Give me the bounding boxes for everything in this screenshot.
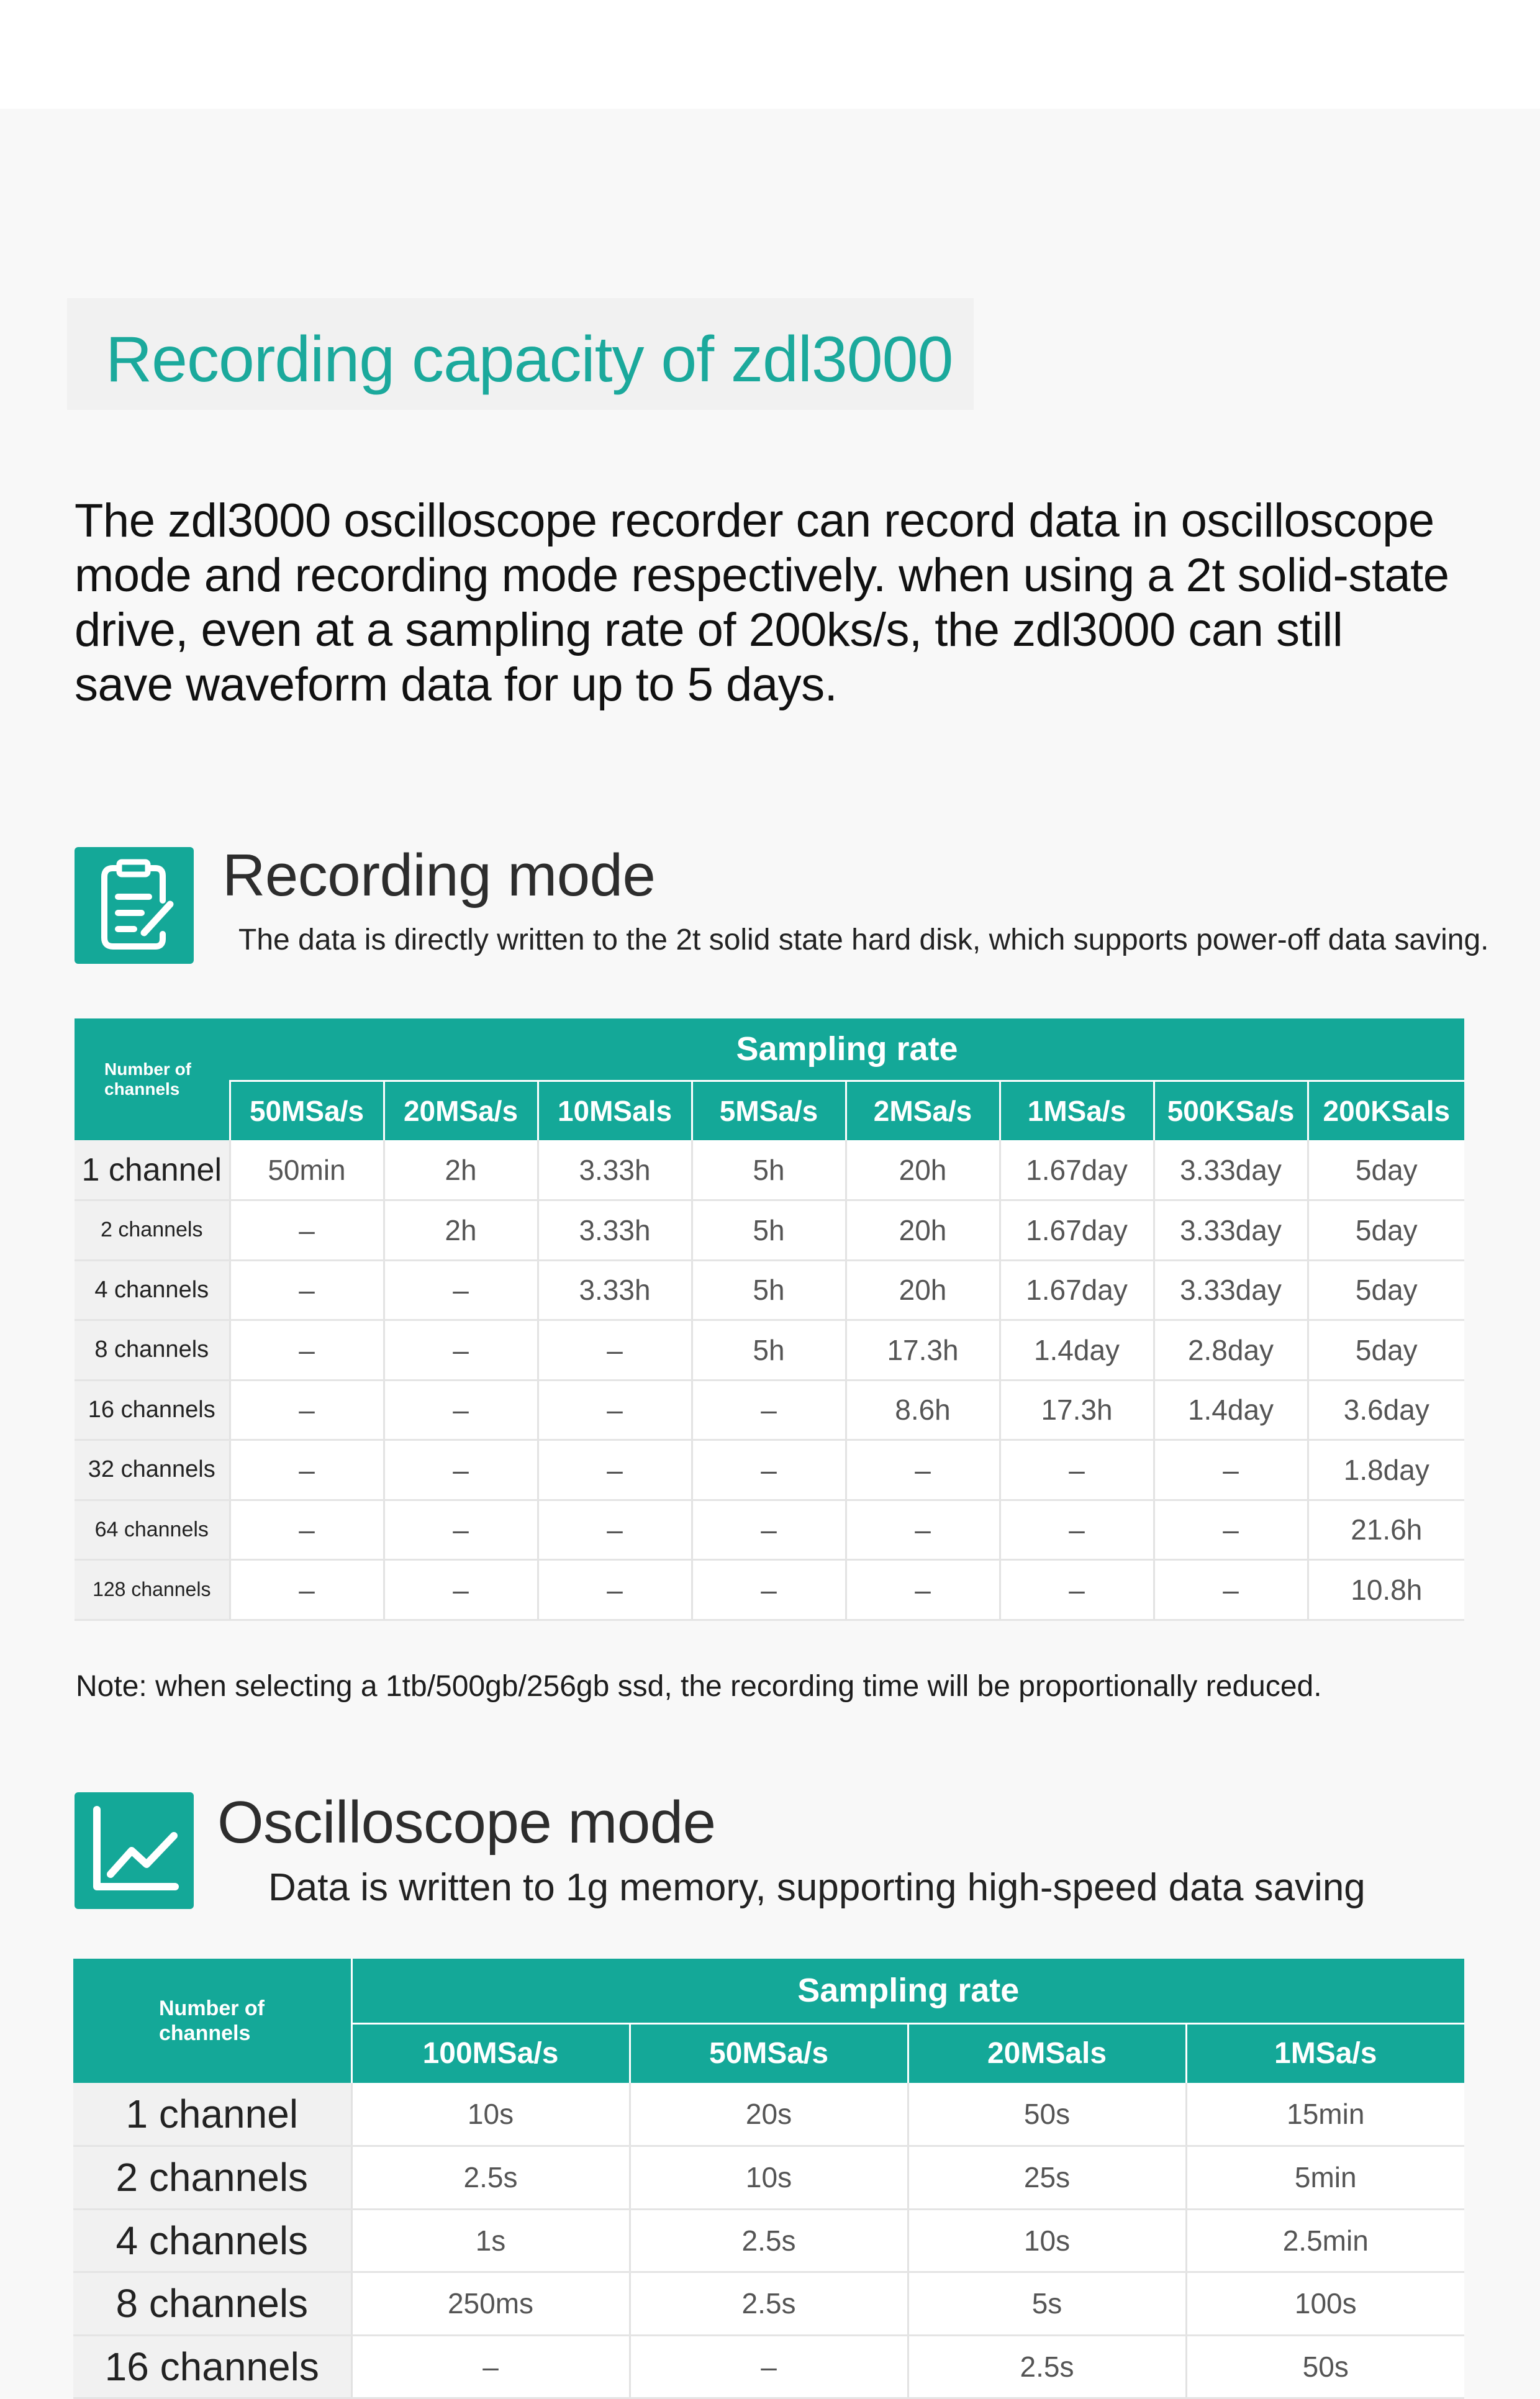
row-label: 128 channels	[75, 1560, 230, 1620]
table-cell: 2.5s	[908, 2335, 1186, 2398]
table-cell: –	[384, 1380, 538, 1440]
table-cell: 2h	[384, 1200, 538, 1261]
table-cell: –	[384, 1440, 538, 1500]
recording-mode-subtitle: The data is directly written to the 2t solid state hard disk, which supports power-off data saving.	[238, 923, 1489, 956]
oscilloscope-mode-title: Oscilloscope mode	[217, 1789, 716, 1856]
table-cell: 10.8h	[1308, 1560, 1464, 1620]
table-row	[75, 1320, 1464, 1381]
sampling-rate-header: Sampling rate	[351, 1959, 1464, 2023]
column-header: 50MSa/s	[230, 1081, 384, 1140]
row-label: 8 channels	[75, 1320, 230, 1381]
column-header: 200KSals	[1308, 1081, 1464, 1140]
table-cell: –	[230, 1260, 384, 1320]
table-cell: –	[384, 1260, 538, 1320]
table-cell: –	[1000, 1440, 1154, 1500]
table-cell: –	[692, 1500, 846, 1560]
row-label: 4 channels	[73, 2209, 351, 2272]
column-header: 5MSa/s	[692, 1081, 846, 1140]
table-row	[75, 1140, 1464, 1200]
table-cell: –	[230, 1440, 384, 1500]
table-cell: –	[692, 1560, 846, 1620]
table-cell: 17.3h	[846, 1320, 1000, 1381]
table-cell: 5h	[692, 1200, 846, 1261]
table-row	[75, 1500, 1464, 1560]
column-header: 2MSa/s	[846, 1081, 1000, 1140]
table-cell: 20s	[630, 2083, 908, 2146]
table-cell: 50min	[230, 1140, 384, 1200]
table-cell: –	[692, 1380, 846, 1440]
table-cell: 3.33day	[1154, 1260, 1308, 1320]
table-cell: –	[230, 1200, 384, 1261]
table-cell: 17.3h	[1000, 1380, 1154, 1440]
table-cell: 3.33h	[538, 1140, 692, 1200]
row-label: 1 channel	[73, 2083, 351, 2146]
table-cell: –	[384, 1500, 538, 1560]
table-cell: –	[538, 1560, 692, 1620]
table-cell: –	[630, 2335, 908, 2398]
table-cell: –	[230, 1320, 384, 1381]
table-row	[73, 2272, 1464, 2336]
column-header: 1MSa/s	[1000, 1081, 1154, 1140]
table-cell: –	[230, 1380, 384, 1440]
table-cell: –	[846, 1500, 1000, 1560]
table-cell: 2.8day	[1154, 1320, 1308, 1381]
table-cell: –	[1000, 1500, 1154, 1560]
table-cell: 20h	[846, 1260, 1000, 1320]
table-cell: –	[1154, 1560, 1308, 1620]
table-cell: 1.67day	[1000, 1260, 1154, 1320]
table-cell: –	[1154, 1440, 1308, 1500]
row-label: 16 channels	[73, 2335, 351, 2398]
table-cell: –	[351, 2335, 630, 2398]
capacity-note: Note: when selecting a 1tb/500gb/256gb ssd, the recording time will be proportionally reduced.	[76, 1670, 1322, 1703]
table-cell: 5h	[692, 1260, 846, 1320]
column-header: 100MSa/s	[351, 2023, 630, 2083]
line-chart-icon	[75, 1792, 194, 1909]
row-label: 16 channels	[75, 1380, 230, 1440]
table-cell: 1.67day	[1000, 1140, 1154, 1200]
recording-mode-title: Recording mode	[222, 842, 656, 909]
table-cell: 1.8day	[1308, 1440, 1464, 1500]
table-row	[73, 2146, 1464, 2210]
page-title: Recording capacity of zdl3000	[106, 324, 953, 396]
table-cell: –	[692, 1440, 846, 1500]
column-header: 20MSa/s	[384, 1081, 538, 1140]
column-header: 10MSals	[538, 1081, 692, 1140]
sampling-rate-header: Sampling rate	[230, 1018, 1464, 1081]
table-cell: 2.5s	[351, 2146, 630, 2210]
table-cell: 21.6h	[1308, 1500, 1464, 1560]
table-cell: 1s	[351, 2209, 630, 2272]
table-cell: 50s	[1186, 2335, 1464, 2398]
table-row	[75, 1200, 1464, 1261]
top-banner	[0, 0, 1540, 109]
row-label: 8 channels	[73, 2272, 351, 2336]
row-label: 32 channels	[75, 1440, 230, 1500]
table-cell: 1.67day	[1000, 1200, 1154, 1261]
table-row	[75, 1380, 1464, 1440]
table-cell: –	[846, 1440, 1000, 1500]
table-cell: –	[1000, 1560, 1154, 1620]
clipboard-edit-icon	[75, 847, 194, 964]
table-cell: 2h	[384, 1140, 538, 1200]
table-cell: 3.6day	[1308, 1380, 1464, 1440]
table-row	[73, 2209, 1464, 2272]
table-cell: –	[538, 1500, 692, 1560]
corner-label: Number of channels	[73, 1959, 351, 2083]
table-cell: 5day	[1308, 1260, 1464, 1320]
table-cell: 1.4day	[1154, 1380, 1308, 1440]
table-cell: 5min	[1186, 2146, 1464, 2210]
column-header: 1MSa/s	[1186, 2023, 1464, 2083]
table-cell: 3.33day	[1154, 1140, 1308, 1200]
table-cell: 3.33h	[538, 1200, 692, 1261]
table-cell: 3.33h	[538, 1260, 692, 1320]
table-cell: 10s	[630, 2146, 908, 2210]
table-cell: 5s	[908, 2272, 1186, 2336]
table-cell: 5day	[1308, 1320, 1464, 1381]
title-banner	[67, 298, 974, 410]
table-row	[75, 1560, 1464, 1620]
table-cell: 3.33day	[1154, 1200, 1308, 1261]
table-cell: 25s	[908, 2146, 1186, 2210]
table-cell: 5h	[692, 1320, 846, 1381]
column-header: 50MSa/s	[630, 2023, 908, 2083]
table-cell: –	[230, 1560, 384, 1620]
table-row	[73, 2083, 1464, 2146]
table-cell: –	[384, 1560, 538, 1620]
table-cell: –	[230, 1500, 384, 1560]
recording-capacity-table	[75, 1018, 1464, 1621]
table-cell: 1.4day	[1000, 1320, 1154, 1381]
table-cell: 15min	[1186, 2083, 1464, 2146]
table-cell: –	[1154, 1500, 1308, 1560]
row-label: 2 channels	[75, 1200, 230, 1261]
table-row	[73, 2335, 1464, 2398]
row-label: 4 channels	[75, 1260, 230, 1320]
table-cell: 20h	[846, 1200, 1000, 1261]
intro-paragraph: The zdl3000 oscilloscope recorder can record data in oscilloscope mode and recording mode respectively. when using a 2t solid-state drive, even at a sampling rate of 200ks/s, the zdl3000 can still save waveform data for up to 5 days.	[75, 494, 1449, 711]
table-cell: –	[846, 1560, 1000, 1620]
table-cell: –	[538, 1380, 692, 1440]
table-row	[75, 1260, 1464, 1320]
table-row	[75, 1440, 1464, 1500]
table-cell: 10s	[351, 2083, 630, 2146]
table-cell: 250ms	[351, 2272, 630, 2336]
table-cell: 2.5s	[630, 2272, 908, 2336]
table-cell: 10s	[908, 2209, 1186, 2272]
column-header: 20MSals	[908, 2023, 1186, 2083]
table-cell: –	[538, 1320, 692, 1381]
row-label: 2 channels	[73, 2146, 351, 2210]
row-label: 64 channels	[75, 1500, 230, 1560]
table-cell: 2.5min	[1186, 2209, 1464, 2272]
column-header: 500KSa/s	[1154, 1081, 1308, 1140]
table-cell: –	[384, 1320, 538, 1381]
row-label: 1 channel	[75, 1140, 230, 1200]
table-cell: 20h	[846, 1140, 1000, 1200]
table-cell: 2.5s	[630, 2209, 908, 2272]
corner-label: Number of channels	[75, 1018, 230, 1140]
table-cell: 100s	[1186, 2272, 1464, 2336]
oscilloscope-mode-subtitle: Data is written to 1g memory, supporting high-speed data saving	[268, 1866, 1366, 1909]
table-cell: –	[538, 1440, 692, 1500]
table-cell: 5day	[1308, 1140, 1464, 1200]
table-cell: 5h	[692, 1140, 846, 1200]
table-cell: 5day	[1308, 1200, 1464, 1261]
oscilloscope-capacity-table	[73, 1959, 1464, 2399]
table-cell: 8.6h	[846, 1380, 1000, 1440]
table-cell: 50s	[908, 2083, 1186, 2146]
